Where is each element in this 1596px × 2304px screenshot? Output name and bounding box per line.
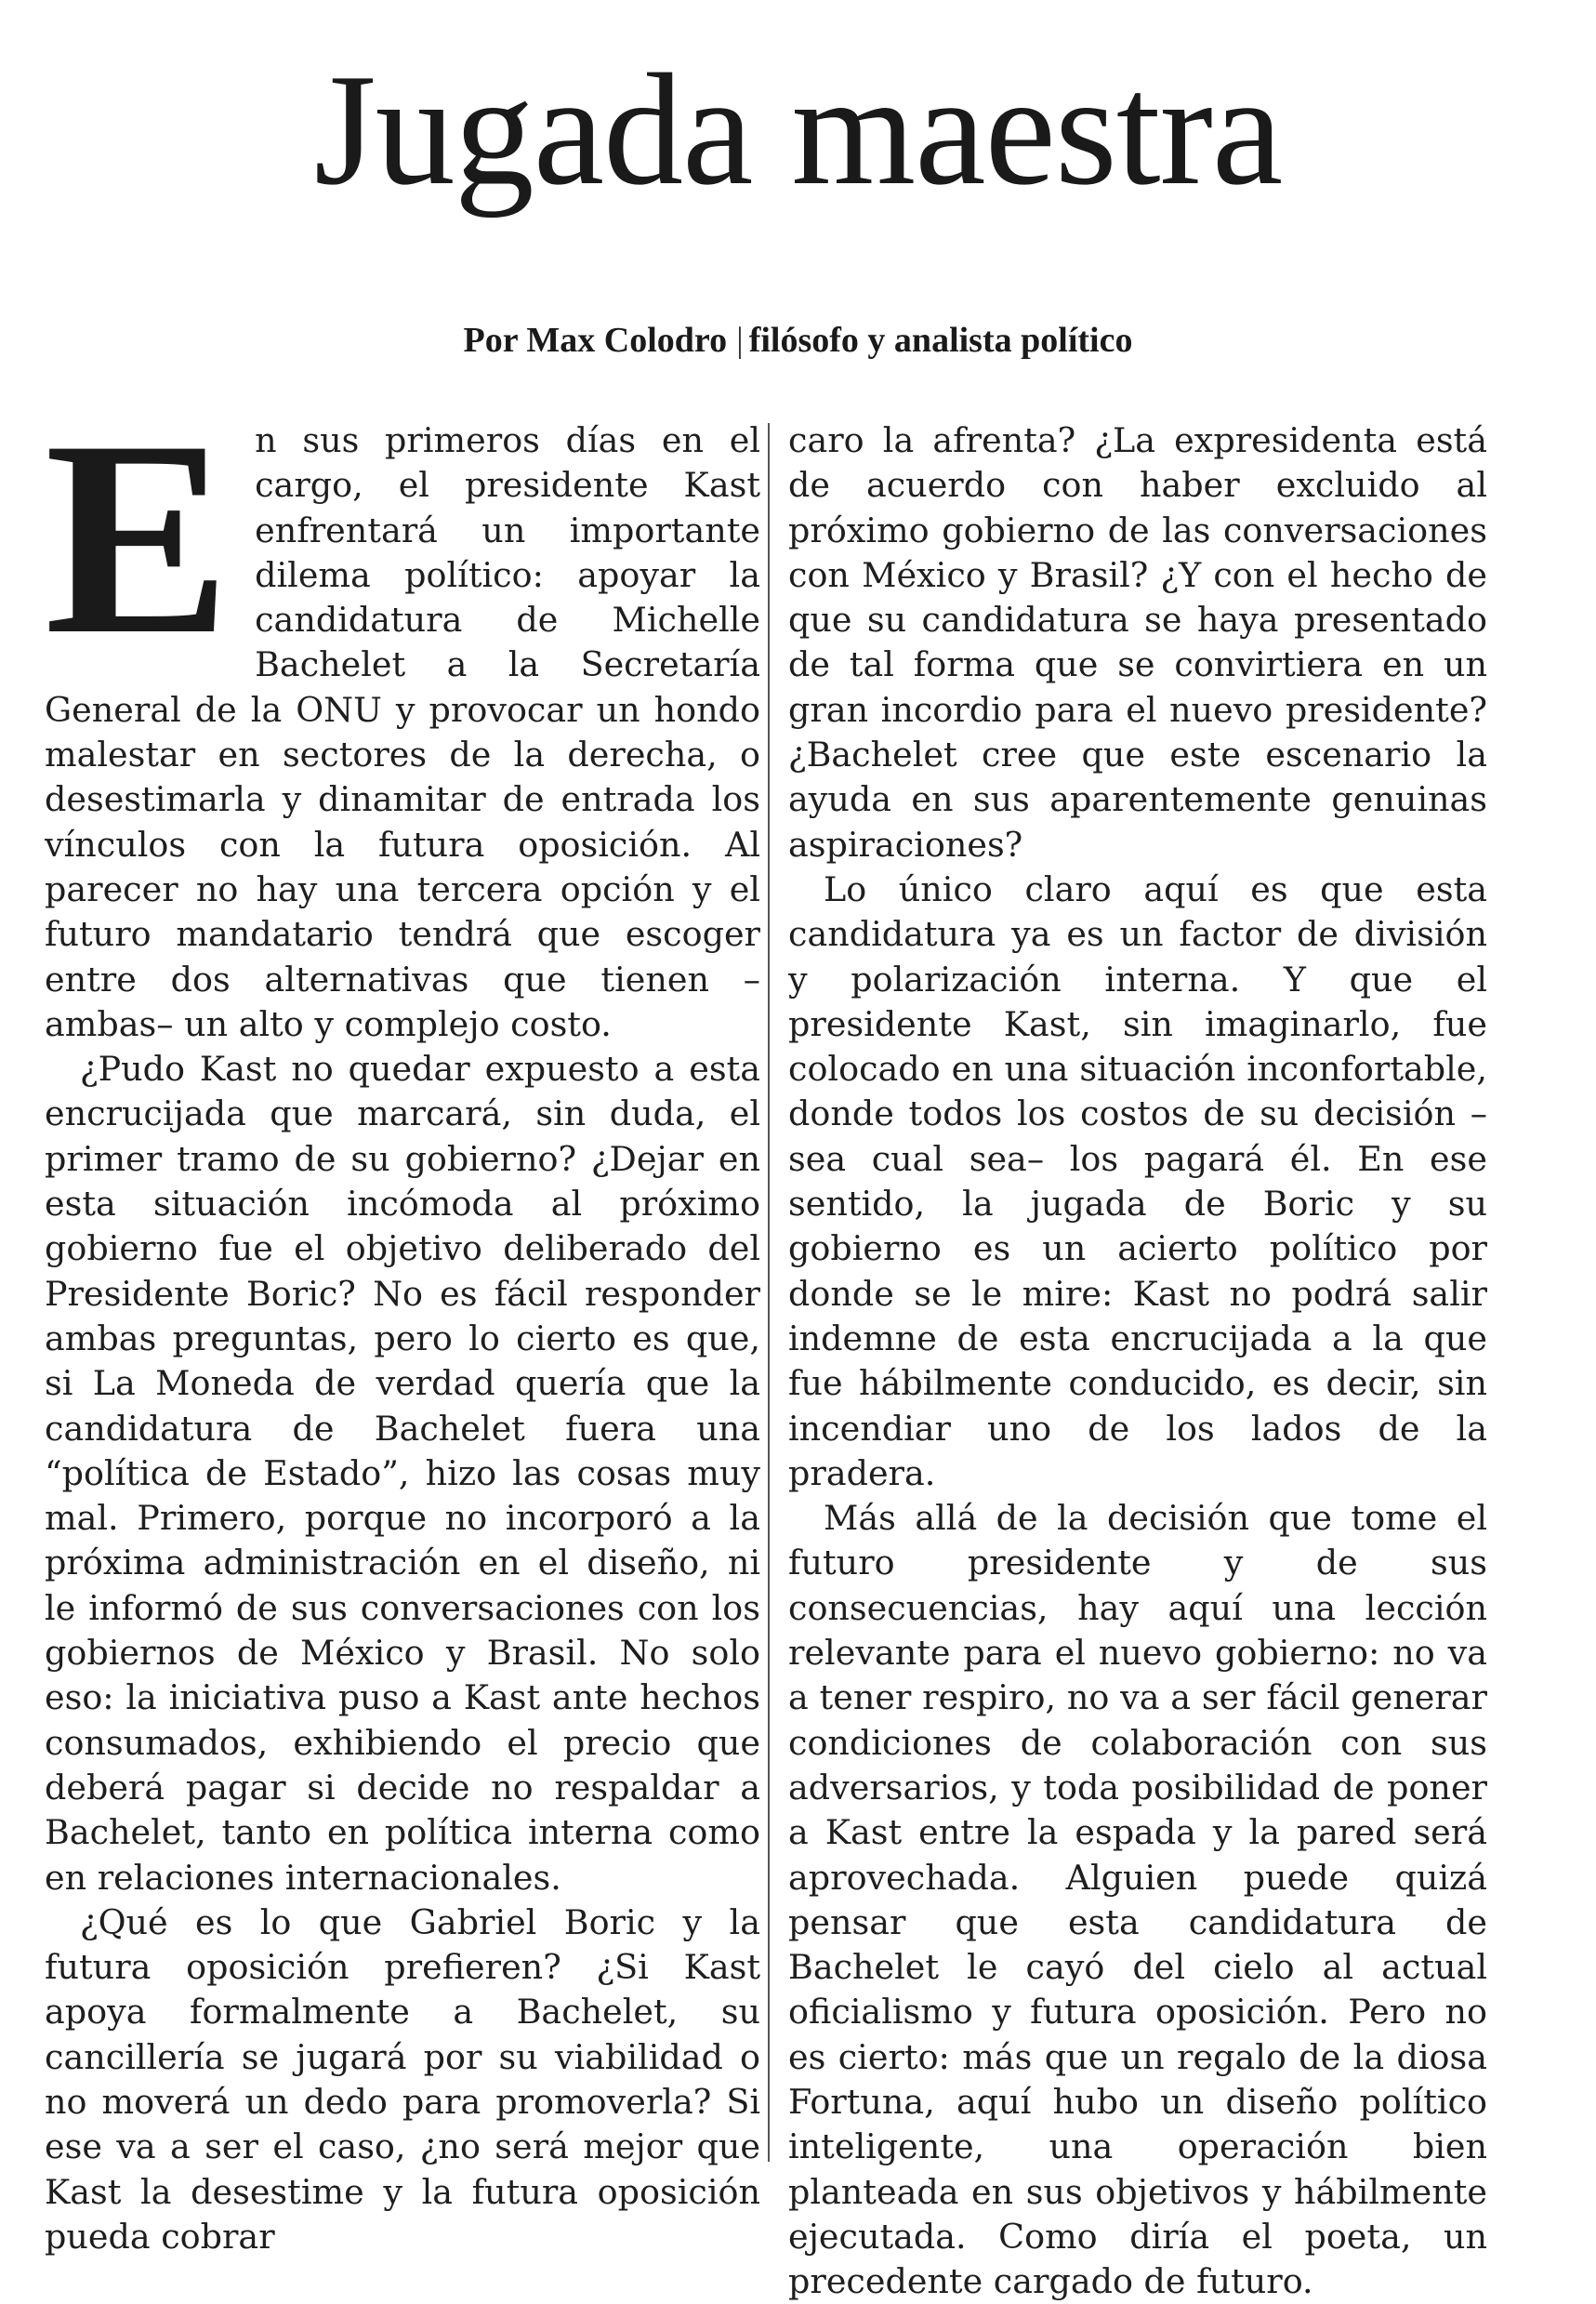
paragraph-4: Lo único claro aquí es que esta candidatura ya es un factor de división y polarización interna. Y que el presidente Kast, sin imaginarlo, fue colocado en una situación inconfortable, donde todos los costos de su decisión –sea cual sea– los pagará él. En ese sentido, la jugada de Boric y su gobierno es un acierto político por donde se le mire: Kast no podrá salir indemne de esta encrucijada a la que fue hábilmente conducido, es decir, sin incendiar uno de los lados de la pradera. xyxy=(788,868,1487,1493)
paragraph-2: ¿Pudo Kast no quedar expuesto a esta encrucijada que marcará, sin duda, el primer tramo de su gobierno? ¿Dejar en esta situación incómoda al próximo gobierno fue el objetivo deliberado del Presidente Boric? No es fácil responder ambas preguntas, pero lo cierto es que, si La Moneda de verdad quería que la candidatura de Bachelet fuera una “política de Estado”, hizo las cosas muy mal. Primero, porque no incorporó a la próxima administración en el diseño, ni le informó de sus conversaciones con los gobiernos de México y Brasil. No solo eso: la iniciativa puso a Kast ante hechos consumados, exhibiendo el precio que deberá pagar si decide no respaldar a Bachelet, tanto en política interna como en relaciones internacionales. xyxy=(45,1049,760,1898)
paragraph-1 xyxy=(45,383,760,1047)
drop-cap: E xyxy=(45,383,231,692)
paragraph-1-text: n sus primeros días en el cargo, el presidente Kast enfrentará un importante dilema político: apoyar la candidatura de Michelle Bachelet a la Secretaría General de la ONU y provocar un hondo malestar en sectores de la derecha, o desestimarla y dinamitar de entrada los vínculos con la futura oposición. Al parecer no hay una tercera opción y el futuro mandatario tendrá que escoger entre dos alternativas que tienen –ambas– un alto y complejo costo. xyxy=(45,420,760,1044)
byline xyxy=(0,312,1596,368)
article-headline: Jugada maestra xyxy=(313,42,1283,218)
paragraph-3: ¿Qué es lo que Gabriel Boric y la futura oposición prefieren? ¿Si Kast apoya formalmente a Bachelet, su cancillería se jugará por su viabilidad o no moverá un dedo para promoverla? Si ese va a ser el caso, ¿no será mejor que Kast la desestime y la futura oposición pueda cobrar xyxy=(45,1901,760,2257)
column-divider xyxy=(768,423,770,2162)
article-column-right xyxy=(788,418,1487,2302)
byline-author: Por Max Colodro xyxy=(463,321,728,360)
article-column-left xyxy=(45,383,760,2257)
paragraph-5: Más allá de la decisión que tome el futuro presidente y de sus consecuencias, hay aquí una lección relevante para el nuevo gobierno: no va a tener respiro, no va a ser fácil generar condiciones de colaboración con sus adversarios, y toda posibilidad de poner a Kast entre la espada y la pared será aprovechada. Alguien puede quizá pensar que esta candidatura de Bachelet le cayó del cielo al actual oficialismo y futura oposición. Pero no es cierto: más que un regalo de la diosa Fortuna, aquí hubo un diseño político inteligente, una operación bien planteada en sus objetivos y hábilmente ejecutada. Como diría el poeta, un precedente cargado de futuro. xyxy=(788,1498,1487,2302)
paragraph-3-continued: caro la afrenta? ¿La expresidenta está de acuerdo con haber excluido al próximo gobierno de las conversaciones con México y Brasil? ¿Y con el hecho de que su candidatura se haya presentado de tal forma que se convirtiera en un gran incordio para el nuevo presidente? ¿Bachelet cree que este escenario la ayuda en sus aparentemente genuinas aspiraciones? xyxy=(788,420,1487,865)
byline-role: filósofo y analista político xyxy=(748,321,1133,360)
byline-separator: | xyxy=(736,321,744,360)
